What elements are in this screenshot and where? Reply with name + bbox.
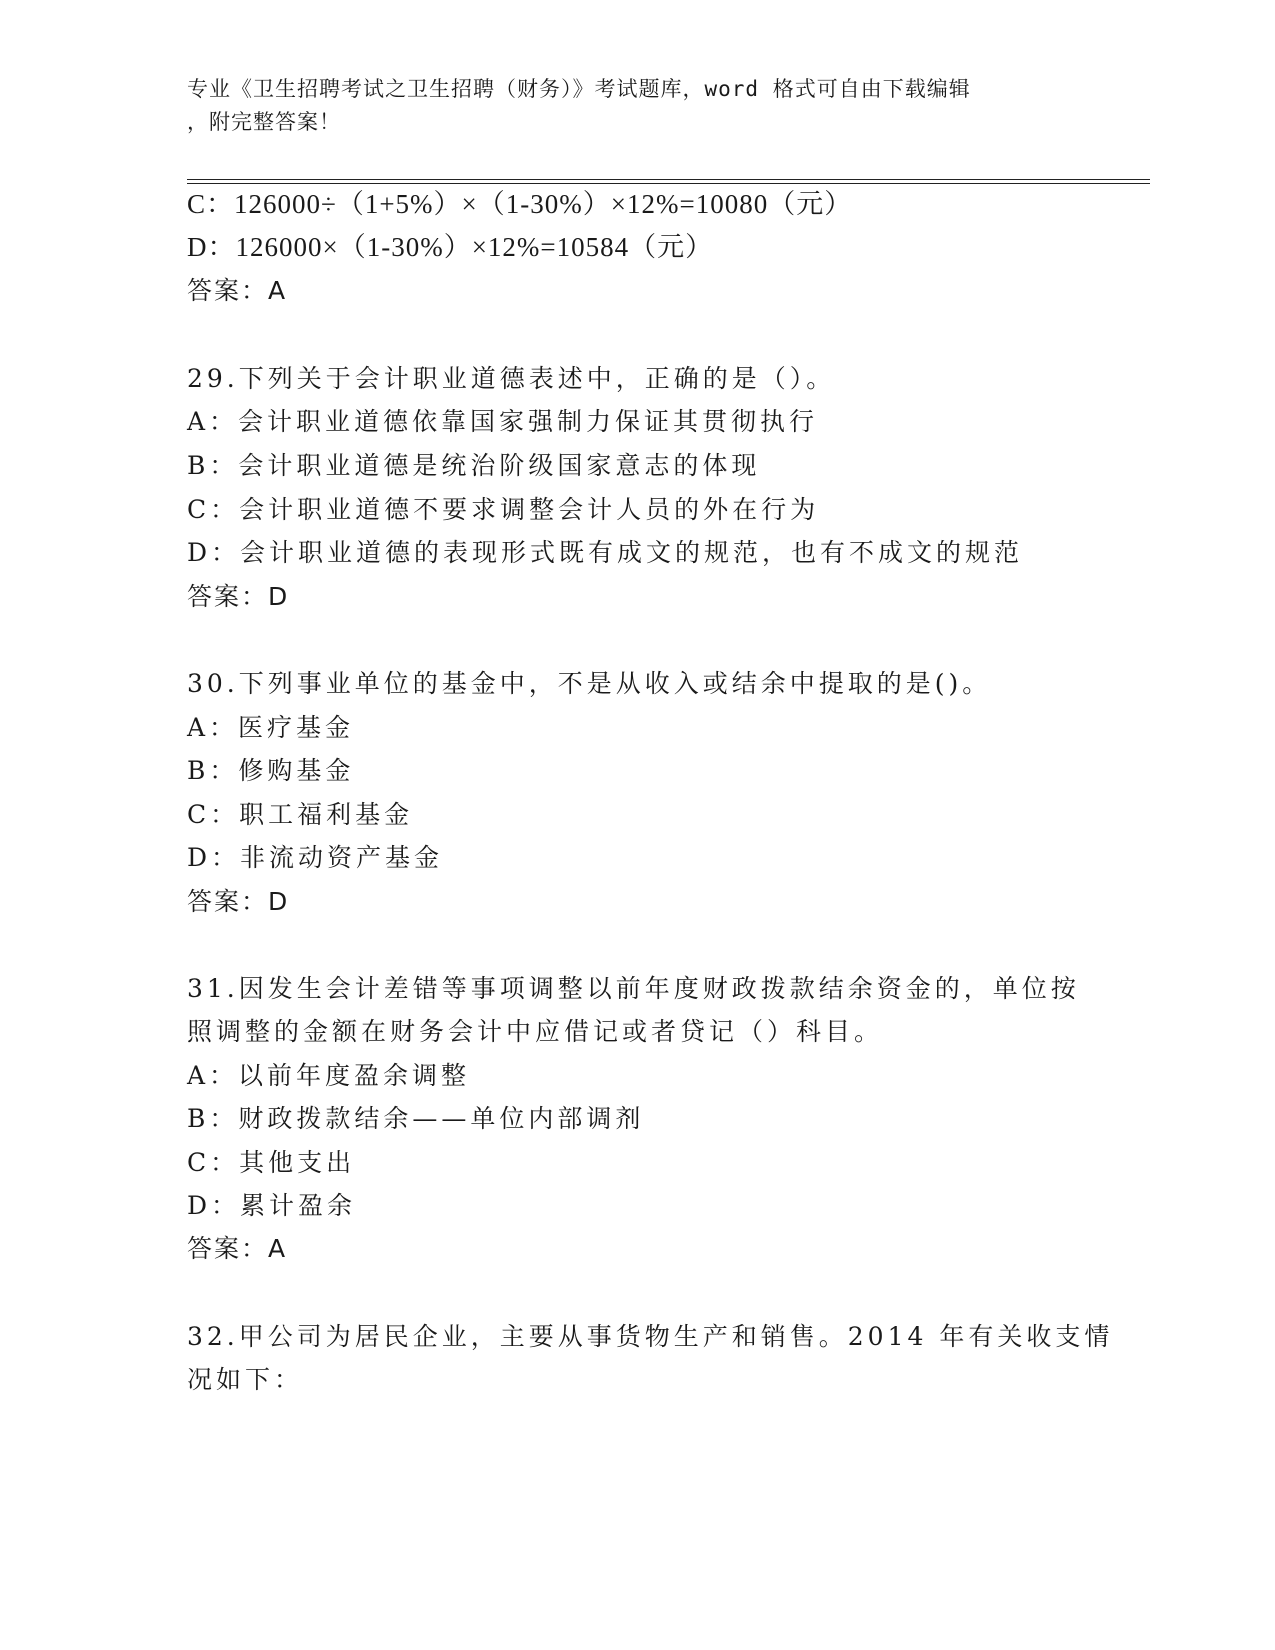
q28-answer: 答案：A <box>187 276 288 305</box>
header-divider-top <box>187 179 1150 180</box>
q28-option-c: C：126000÷（1+5%）×（1-30%）×12%=10080（元） <box>187 189 853 219</box>
header-line-1: 专业《卫生招聘考试之卫生招聘（财务）》考试题库，word 格式可自由下载编辑 <box>187 77 971 101</box>
q29-option-d: D：会计职业道德的表现形式既有成文的规范，也有不成文的规范 <box>187 538 1024 567</box>
q31-option-a: A：以前年度盈余调整 <box>187 1061 471 1090</box>
document-header <box>187 73 1067 139</box>
q30-stem: 30.下列事业单位的基金中，不是从收入或结余中提取的是()。 <box>187 669 992 698</box>
q30-option-b: B：修购基金 <box>187 756 355 785</box>
q29-stem: 29.下列关于会计职业道德表述中，正确的是（）。 <box>187 364 836 393</box>
q29-answer: 答案：D <box>187 582 290 611</box>
q32-stem-line-2: 况如下： <box>187 1365 304 1394</box>
q31-option-d: D：累计盈余 <box>187 1191 357 1220</box>
q30-option-a: A：医疗基金 <box>187 713 355 742</box>
q32-stem-line-1: 32.甲公司为居民企业，主要从事货物生产和销售。2014 年有关收支情 <box>187 1322 1114 1351</box>
q29-option-b: B：会计职业道德是统治阶级国家意志的体现 <box>187 451 761 480</box>
header-divider-bottom <box>187 183 1150 184</box>
q29-option-a: A：会计职业道德依靠国家强制力保证其贯彻执行 <box>187 407 819 436</box>
q31-stem-line-2: 照调整的金额在财务会计中应借记或者贷记（）科目。 <box>187 1017 884 1046</box>
q30-answer: 答案：D <box>187 887 290 916</box>
q31-option-c: C：其他支出 <box>187 1148 356 1177</box>
q31-answer: 答案：A <box>187 1234 288 1263</box>
q28-option-d: D：126000×（1-30%）×12%=10584（元） <box>187 232 714 262</box>
q31-stem-line-1: 31.因发生会计差错等事项调整以前年度财政拨款结余资金的，单位按 <box>187 974 1080 1003</box>
q31-option-b: B：财政拨款结余——单位内部调剂 <box>187 1104 645 1133</box>
q29-option-c: C：会计职业道德不要求调整会计人员的外在行为 <box>187 495 820 524</box>
header-line-2: ，附完整答案！ <box>187 110 341 134</box>
q30-option-d: D：非流动资产基金 <box>187 843 444 872</box>
q30-option-c: C：职工福利基金 <box>187 800 414 829</box>
